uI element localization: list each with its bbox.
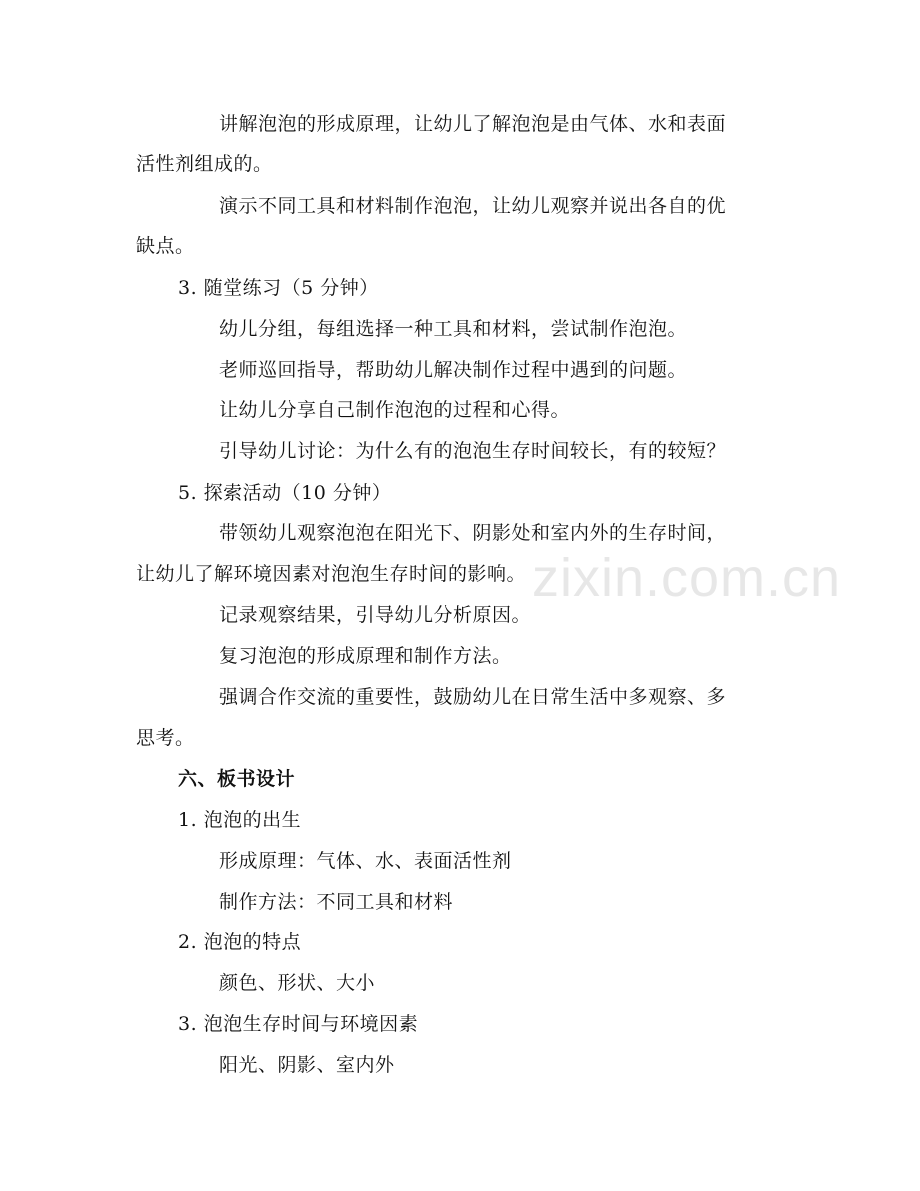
watermark: zixin.com.cn: [532, 548, 842, 608]
paragraph-line: 阳光、阴影、室内外: [219, 1054, 395, 1076]
paragraph-line: 强调合作交流的重要性，鼓励幼儿在日常生活中多观察、多: [219, 686, 727, 708]
section-heading: 3. 随堂练习（5 分钟）: [178, 277, 379, 299]
paragraph-line: 颜色、形状、大小: [219, 972, 376, 994]
section-heading: 5. 探索活动（10 分钟）: [178, 482, 392, 504]
paragraph-line: 让幼儿了解环境因素对泡泡生存时间的影响。: [136, 563, 527, 585]
chapter-heading: 六、板书设计: [178, 768, 296, 790]
paragraph-line: 形成原理：气体、水、表面活性剂: [219, 850, 512, 872]
paragraph-line: 带领幼儿观察泡泡在阳光下、阴影处和室内外的生存时间，: [219, 522, 727, 544]
paragraph-line: 缺点。: [136, 235, 195, 257]
section-heading: 2. 泡泡的特点: [178, 931, 302, 953]
paragraph-line: 幼儿分组，每组选择一种工具和材料，尝试制作泡泡。: [219, 318, 688, 340]
paragraph-line: 思考。: [136, 727, 195, 749]
paragraph-line: 复习泡泡的形成原理和制作方法。: [219, 645, 512, 667]
paragraph-line: 老师巡回指导，帮助幼儿解决制作过程中遇到的问题。: [219, 359, 688, 381]
paragraph-line: 让幼儿分享自己制作泡泡的过程和心得。: [219, 399, 571, 421]
paragraph-line: 制作方法：不同工具和材料: [219, 891, 454, 913]
paragraph-line: 记录观察结果，引导幼儿分析原因。: [219, 604, 532, 626]
section-heading: 1. 泡泡的出生: [178, 809, 302, 831]
paragraph-line: 活性剂组成的。: [136, 153, 273, 175]
paragraph-line: 引导幼儿讨论：为什么有的泡泡生存时间较长，有的较短？: [219, 440, 727, 462]
paragraph-line: 讲解泡泡的形成原理，让幼儿了解泡泡是由气体、水和表面: [219, 113, 727, 135]
section-heading: 3. 泡泡生存时间与环境因素: [178, 1013, 419, 1035]
paragraph-line: 演示不同工具和材料制作泡泡，让幼儿观察并说出各自的优: [219, 195, 727, 217]
